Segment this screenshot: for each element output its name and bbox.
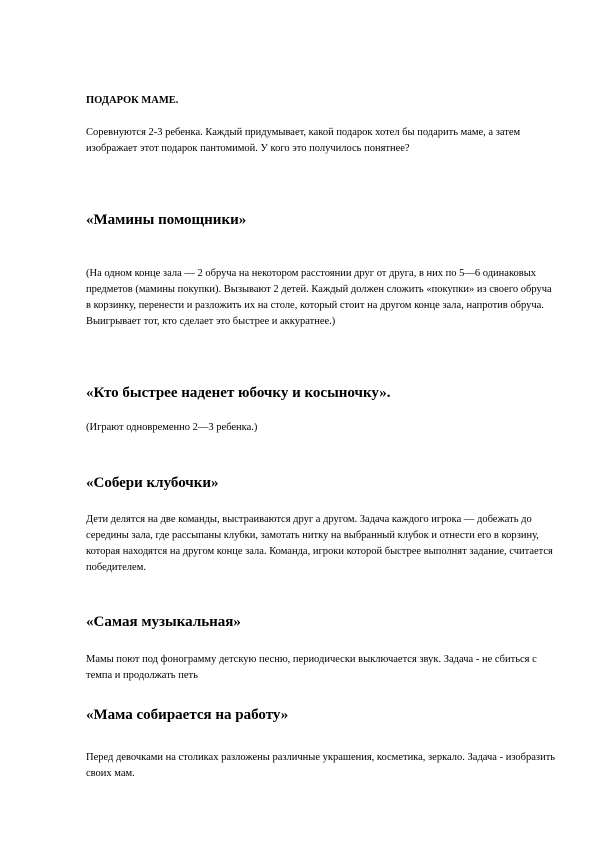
section-title-moms-helpers: «Мамины помощники»	[86, 212, 247, 228]
section-text-mom-going-to-work: Перед девочками на столиках разложены различные украшения, косметика, зеркало. Задача - изобразить своих мам.	[86, 752, 556, 779]
section-title-gift-for-mom: ПОДАРОК МАМЕ.	[86, 95, 179, 106]
section-text-gift-for-mom: Соревнуются 2-3 ребенка. Каждый придумывает, какой подарок хотел бы подарить маме, а затем изображает этот подарок пантомимой. У кого это получилось понятнее?	[86, 127, 521, 154]
section-text-skirt-and-scarf: (Играют одновременно 2—3 ребенка.)	[86, 422, 258, 433]
section-title-collect-balls: «Собери клубочки»	[86, 475, 219, 491]
section-title-skirt-and-scarf: «Кто быстрее наденет юбочку и косыночку».	[86, 385, 391, 401]
section-text-collect-balls: Дети делятся на две команды, выстраиваются друг а другом. Задача каждого игрока — добежать до середины зала, где рассыпаны клубки, замотать нитку на выбранный клубок и отнести его в корзину, которая находятся на другом конце зала. Команда, игроки которой быстрее выполнят задание, считается победителем.	[86, 514, 553, 573]
section-text-moms-helpers: (На одном конце зала — 2 обруча на некотором расстоянии друг от друга, в них по 5—6 одинаковых предметов (мамины покупки). Вызывают 2 детей. Каждый должен сложить «покупки» из своего обруча в корзинку, перенести и разложить их на столе, который стоит на другом конце зала, напротив обруча. Выигрывает тот, кто сделает это быстрее и аккуратнее.)	[86, 268, 552, 327]
section-title-most-musical: «Самая музыкальная»	[86, 614, 241, 630]
section-text-most-musical: Мамы поют под фонограмму детскую песню, периодически выключается звук. Задача - не сбиться с темпа и продолжать петь	[86, 654, 537, 681]
section-title-mom-going-to-work: «Мама собирается на работу»	[86, 707, 289, 723]
